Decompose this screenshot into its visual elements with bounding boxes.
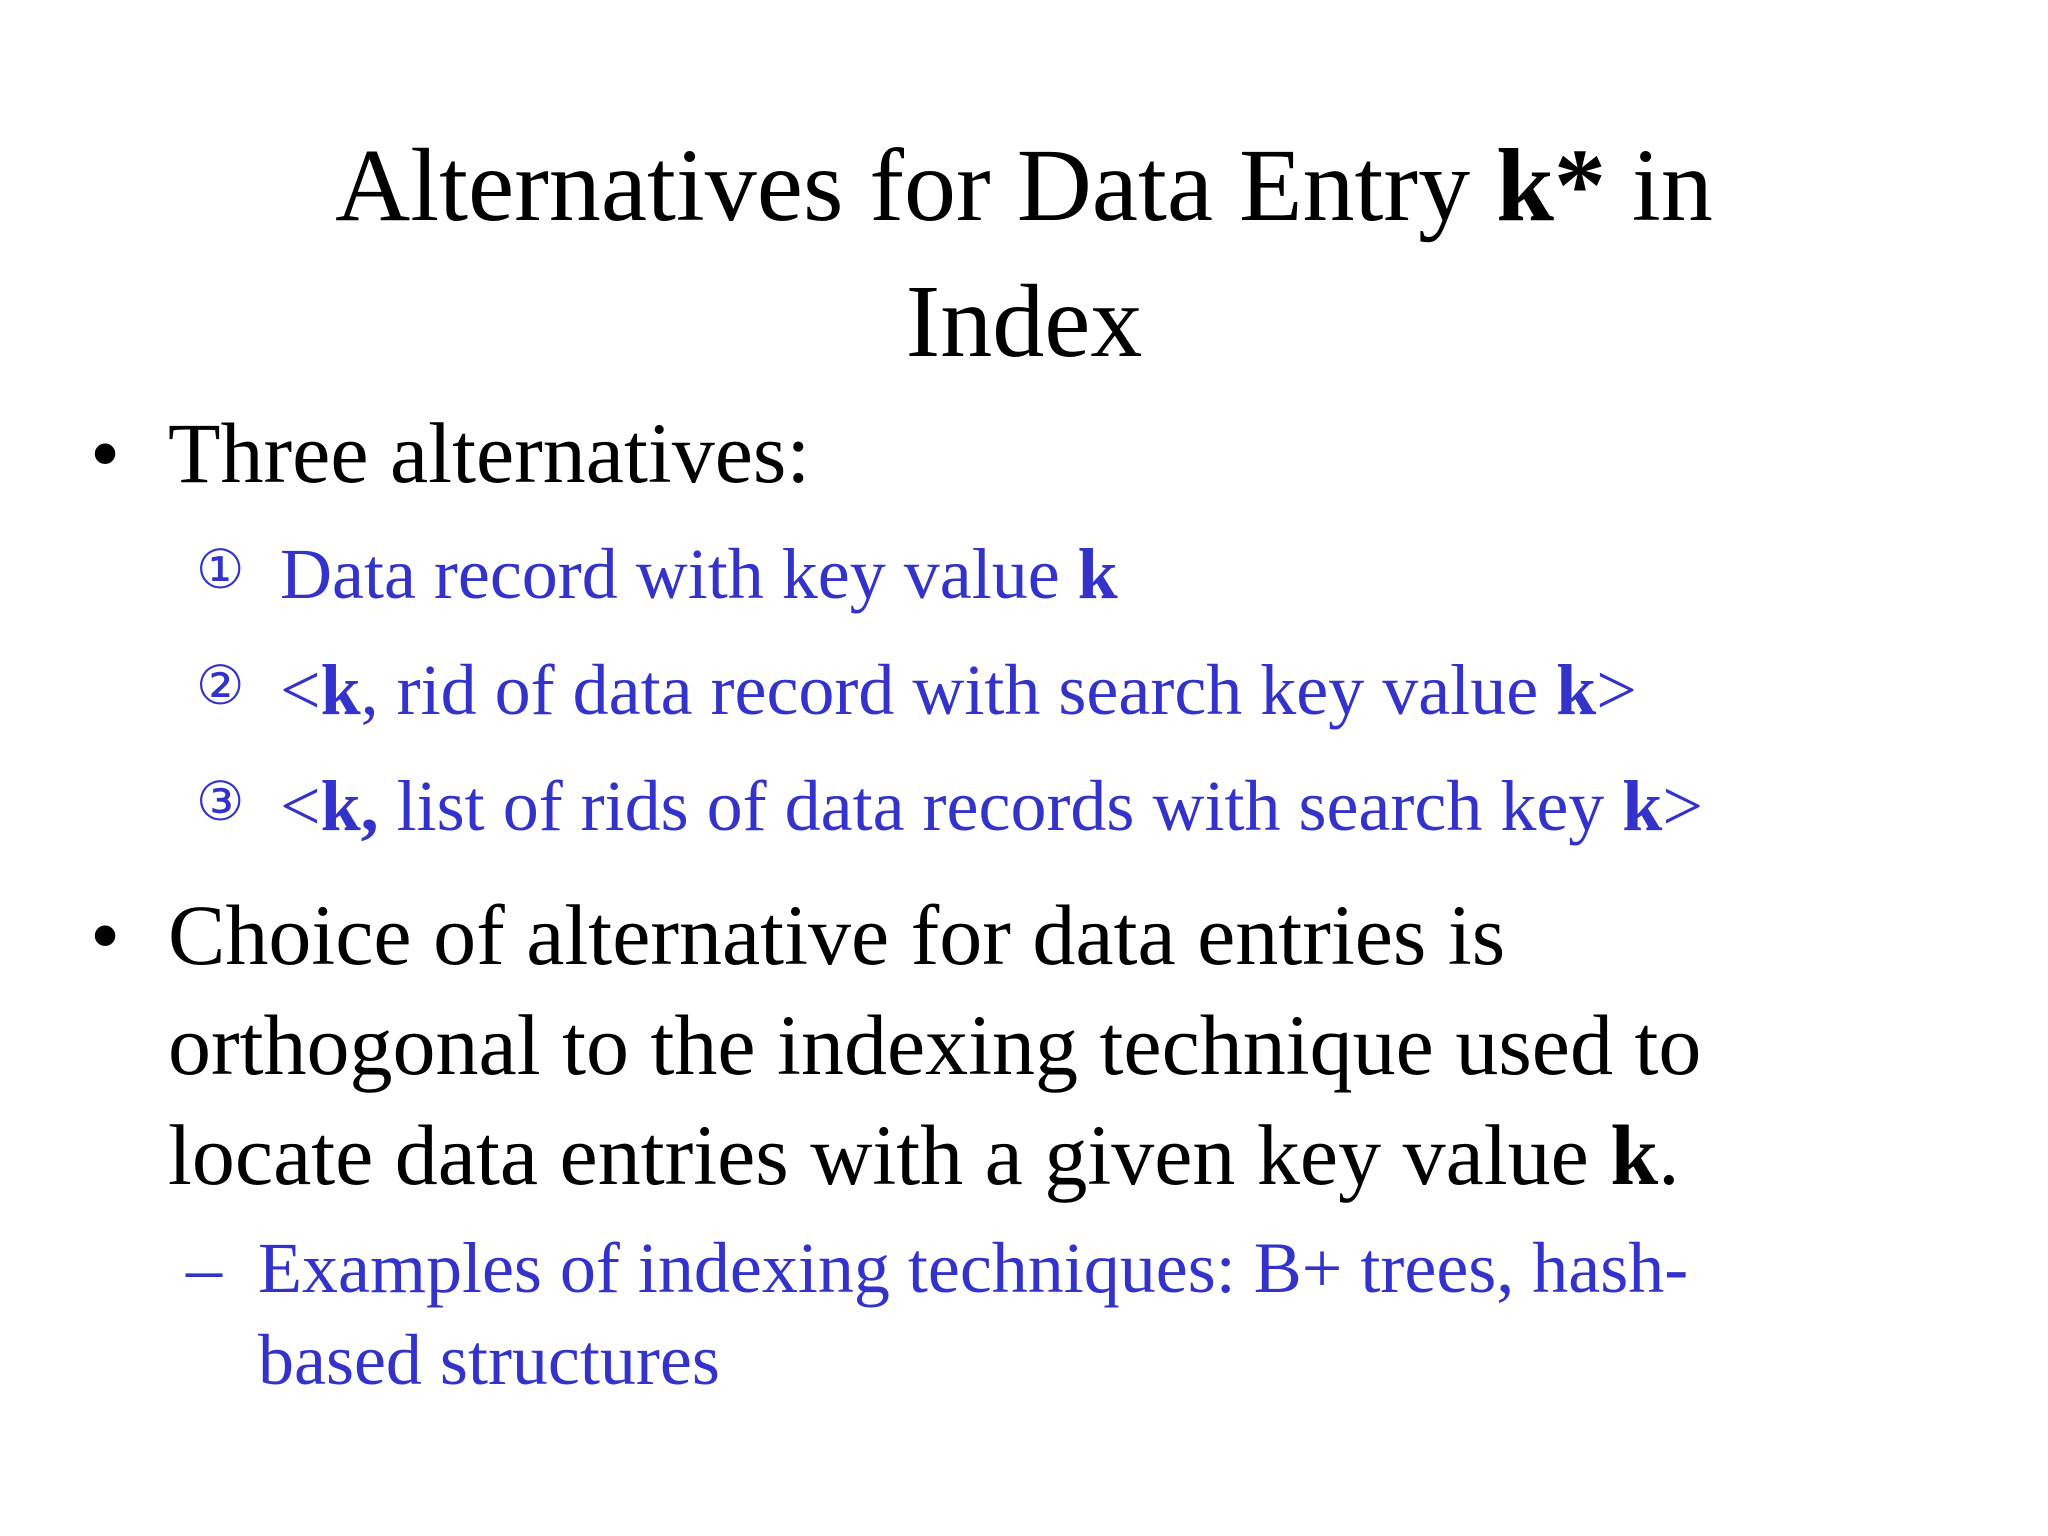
sub-item-line-1: Examples of indexing techniques: B+ trees, hash- xyxy=(258,1228,1689,1308)
sub-item-mid: list of rids of data records with search key xyxy=(378,766,1623,846)
bullet-line-3-post: . xyxy=(1658,1107,1680,1203)
sub-item-text xyxy=(280,640,1637,740)
title-text-1: Alternatives for Data Entry xyxy=(335,128,1497,243)
bullet-text xyxy=(168,880,1701,1210)
title-bold: k* xyxy=(1496,128,1606,243)
bullet-marker: • xyxy=(90,405,121,501)
circled-three-icon: ③ xyxy=(196,770,245,833)
sub-item-bold: k, xyxy=(320,766,379,846)
sub-item-pre: < xyxy=(280,766,321,846)
sub-item-bold: k xyxy=(1077,534,1118,614)
circled-one-icon: ① xyxy=(196,538,245,601)
sub-item-pre: < xyxy=(280,650,321,730)
sub-item-post: > xyxy=(1596,650,1637,730)
sub-item-mid: , rid of data record with search key value xyxy=(360,650,1557,730)
sub-item-bold: k xyxy=(320,650,361,730)
sub-item-text xyxy=(280,756,1703,856)
title-line-2: Index xyxy=(905,264,1143,379)
bullet-text: Three alternatives: xyxy=(168,405,811,501)
title-text-2: in xyxy=(1605,128,1713,243)
slide-title xyxy=(0,118,2048,390)
sub-item-bold: k xyxy=(1556,650,1597,730)
bullet-line-3-bold: k xyxy=(1610,1107,1659,1203)
sub-item-line-2: based structures xyxy=(258,1320,720,1400)
bullet-line-1: Choice of alternative for data entries is xyxy=(168,887,1506,983)
bullet-marker: • xyxy=(90,887,121,983)
sub-item-post: > xyxy=(1662,766,1703,846)
sub-item-bold: k xyxy=(1622,766,1663,846)
sub-item-text xyxy=(280,524,1118,624)
sub-item-pre: Data record with key value xyxy=(280,534,1078,614)
circled-two-icon: ② xyxy=(196,654,245,717)
bullet-line-3: locate data entries with a given key value xyxy=(168,1107,1611,1203)
sub-item-text xyxy=(258,1222,1688,1406)
bullet-line-2: orthogonal to the indexing technique used to xyxy=(168,997,1702,1093)
dash-marker: – xyxy=(186,1228,222,1308)
